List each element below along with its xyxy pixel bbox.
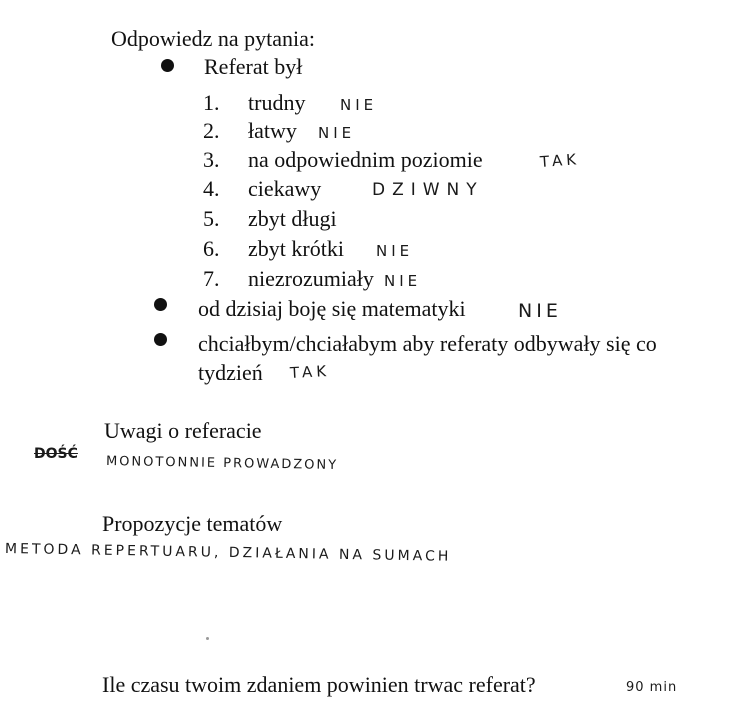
remarks-label: Uwagi o referacie: [104, 418, 262, 443]
option-number: 7.: [203, 266, 220, 291]
handwritten-struck-word: DOŚĆ: [34, 446, 78, 462]
option-number: 4.: [203, 176, 220, 201]
option-text: łatwy: [248, 118, 297, 143]
question-1-label: Referat był: [204, 54, 303, 79]
bullet: [154, 298, 167, 311]
handwritten-answer: NIE: [318, 124, 356, 142]
duration-label: Ile czasu twoim zdaniem powinien trwac referat?: [102, 672, 536, 697]
option-number: 6.: [203, 236, 220, 261]
option-text: niezrozumiały: [248, 266, 374, 291]
handwritten-answer: NIE: [376, 242, 414, 260]
handwritten-answer: TAK: [539, 150, 581, 171]
handwritten-answer: DZIWNY: [372, 180, 484, 200]
bullet: [154, 333, 167, 346]
option-text: zbyt długi: [248, 206, 337, 231]
handwritten-answer: 90 min: [626, 680, 678, 695]
question-2-label: od dzisiaj boję się matematyki: [198, 296, 466, 321]
handwritten-answer: NIE: [384, 272, 422, 290]
topics-label: Propozycje tematów: [102, 511, 283, 536]
option-text: ciekawy: [248, 176, 322, 201]
handwritten-answer: METODA REPERTUARU, DZIAŁANIA NA SUMACH: [4, 541, 452, 565]
handwritten-answer: NIE: [518, 300, 562, 322]
question-3-label-line1: chciałbym/chciałabym aby referaty odbywały się co: [198, 331, 657, 356]
option-text: zbyt krótki: [248, 236, 344, 261]
option-number: 2.: [203, 118, 220, 143]
option-text: na odpowiednim poziomie: [248, 147, 483, 172]
form-heading: Odpowiedz na pytania:: [111, 26, 316, 51]
bullet: [161, 59, 174, 72]
option-text: trudny: [248, 90, 306, 115]
handwritten-answer: MONOTONNIE PROWADZONY: [105, 454, 339, 474]
option-number: 1.: [203, 90, 220, 115]
option-number: 5.: [203, 206, 220, 231]
question-3-label-line2: tydzień: [198, 360, 263, 385]
handwritten-answer: NIE: [340, 96, 378, 114]
option-number: 3.: [203, 147, 220, 172]
handwritten-answer: TAK: [289, 361, 331, 382]
speck: [206, 637, 209, 640]
